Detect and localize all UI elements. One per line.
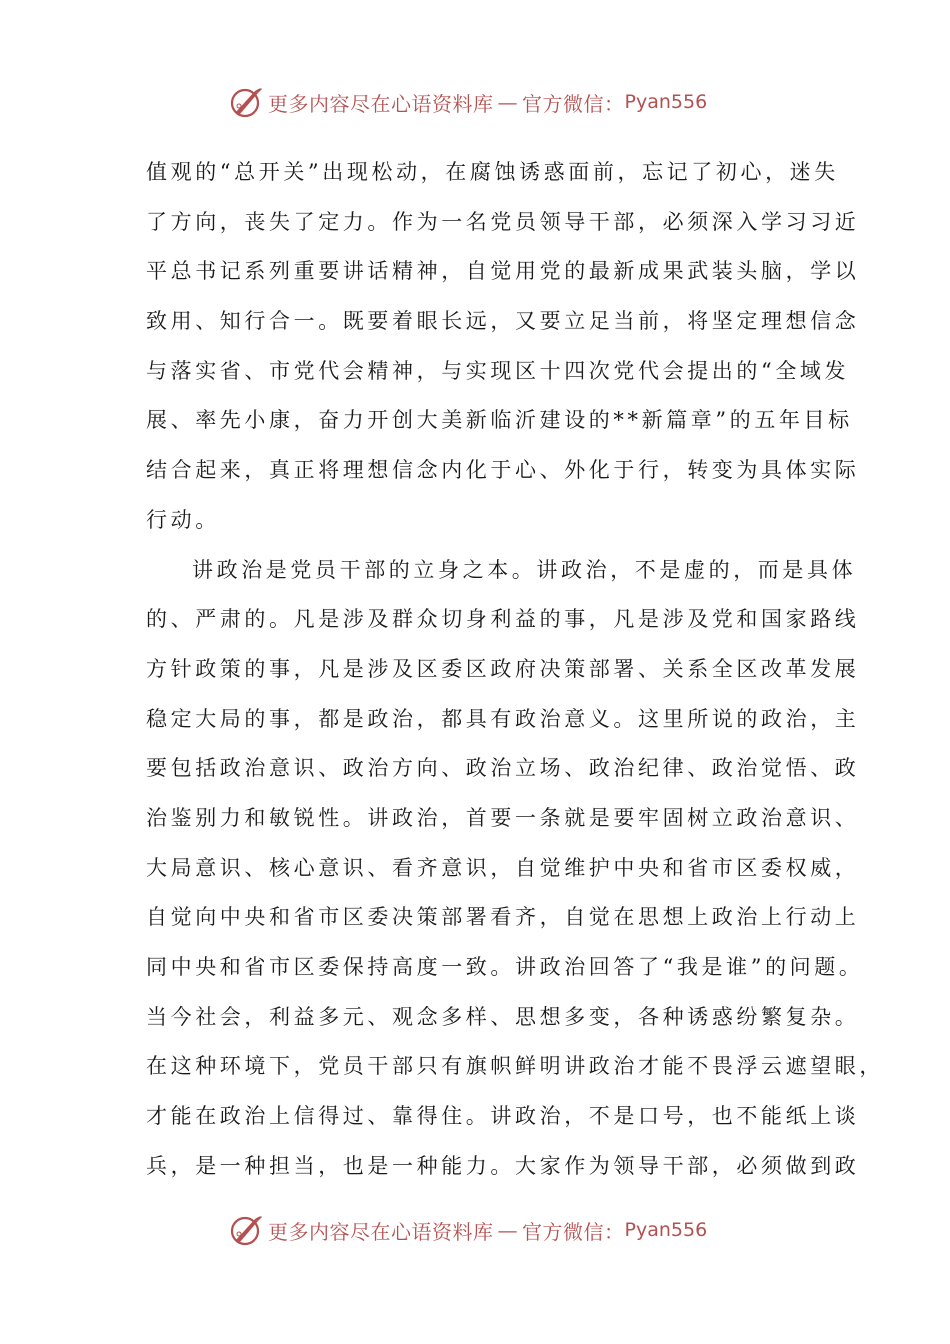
- text-line: 行动。: [146, 507, 220, 532]
- text-line: 了方向，丧失了定力。作为一名党员领导干部，必须深入学习习近: [146, 209, 860, 234]
- text-line: 致用、知行合一。既要着眼长远，又要立足当前，将坚定理想信念: [146, 309, 860, 334]
- text-line: 展、率先小康，奋力开创大美新临沂建设的**新篇章”的五年目标: [146, 408, 853, 433]
- text-line: 方针政策的事，凡是涉及区委区政府决策部署、关系全区改革发展: [146, 656, 860, 681]
- footer-wechat-label: 官方微信：: [522, 1219, 625, 1244]
- header-brand: 更多内容尽在心语资料库: [268, 91, 494, 116]
- text-line: 在这种环境下，党员干部只有旗帜鲜明讲政治才能不畏浮云遮望眼，: [146, 1054, 884, 1079]
- header-banner: [228, 82, 748, 122]
- footer-banner: [228, 1210, 748, 1250]
- header-wechat-id: Pyan556: [624, 91, 708, 113]
- text-line: 稳定大局的事，都是政治，都具有政治意义。这里所说的政治，主: [146, 706, 860, 731]
- text-line: 兵，是一种担当，也是一种能力。大家作为领导干部，必须做到政: [146, 1153, 860, 1178]
- text-line: 自觉向中央和省市区委决策部署看齐，自觉在思想上政治上行动上: [146, 905, 860, 930]
- document-body: [146, 148, 884, 1191]
- text-line: 大局意识、核心意识、看齐意识，自觉维护中央和省市区委权威，: [146, 855, 860, 880]
- footer-separator: —: [497, 1218, 518, 1242]
- header-separator: —: [497, 90, 518, 114]
- text-line: 的、严肃的。凡是涉及群众切身利益的事，凡是涉及党和国家路线: [146, 607, 860, 632]
- text-line: 结合起来，真正将理想信念内化于心、外化于行，转变为具体实际: [146, 458, 860, 483]
- footer-brand: 更多内容尽在心语资料库: [268, 1219, 494, 1244]
- paragraph-start-line: 讲政治是党员干部的立身之本。讲政治，不是虚的，而是具体: [192, 557, 857, 582]
- text-line: 值观的“总开关”出现松动，在腐蚀诱惑面前，忘记了初心，迷失: [146, 160, 839, 184]
- text-line: 治鉴别力和敏锐性。讲政治，首要一条就是要牢固树立政治意识、: [146, 805, 860, 830]
- quill-logo-icon: [228, 84, 264, 120]
- footer-wechat-id: Pyan556: [624, 1219, 708, 1241]
- text-line: 才能在政治上信得过、靠得住。讲政治，不是口号，也不能纸上谈: [146, 1104, 860, 1129]
- quill-logo-icon: [228, 1212, 264, 1248]
- text-line: 要包括政治意识、政治方向、政治立场、政治纪律、政治觉悟、政: [146, 756, 860, 781]
- text-line: 当今社会，利益多元、观念多样、思想多变，各种诱惑纷繁复杂。: [146, 1004, 860, 1029]
- text-line: 平总书记系列重要讲话精神，自觉用党的最新成果武装头脑，学以: [146, 259, 860, 284]
- text-line: 与落实省、市党代会精神，与实现区十四次党代会提出的“全域发: [146, 358, 850, 383]
- header-wechat-label: 官方微信：: [522, 91, 625, 116]
- text-line: 同中央和省市区委保持高度一致。讲政治回答了“我是谁”的问题。: [146, 955, 864, 979]
